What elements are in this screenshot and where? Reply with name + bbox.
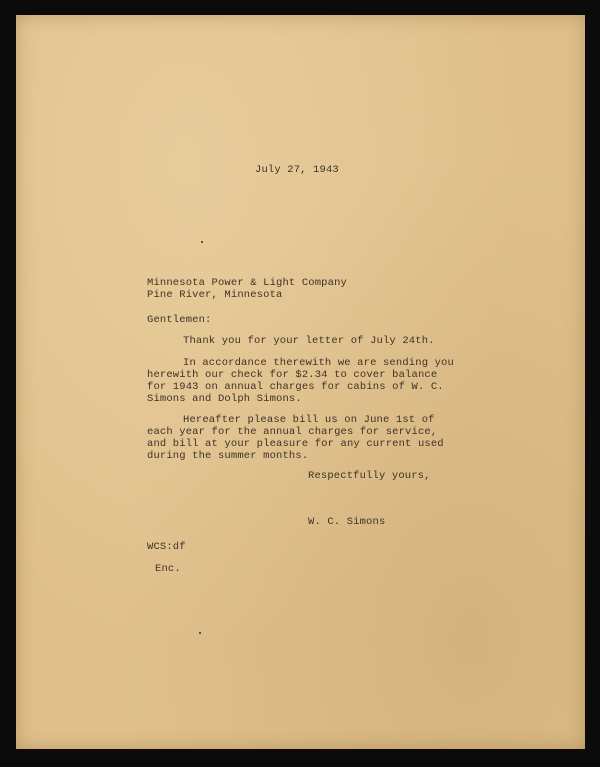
- ink-speck: [199, 632, 201, 634]
- paragraph-3-line-4: during the summer months.: [147, 450, 309, 462]
- paragraph-3-line-1: Hereafter please bill us on June 1st of: [183, 414, 435, 426]
- paragraph-1: Thank you for your letter of July 24th.: [183, 335, 435, 347]
- paragraph-3-line-2: each year for the annual charges for service,: [147, 426, 438, 438]
- paragraph-2-line-4: Simons and Dolph Simons.: [147, 393, 302, 405]
- recipient-line-1: Minnesota Power & Light Company: [147, 277, 347, 289]
- enclosure-note: Enc.: [155, 563, 181, 575]
- paragraph-3-line-3: and bill at your pleasure for any current used: [147, 438, 444, 450]
- closing: Respectfully yours,: [308, 470, 431, 482]
- signature: W. C. Simons: [308, 516, 386, 528]
- paragraph-2-line-2: herewith our check for $2.34 to cover balance: [147, 369, 438, 381]
- ink-speck: [201, 241, 203, 243]
- letter-date: July 27, 1943: [255, 164, 339, 176]
- salutation: Gentlemen:: [147, 314, 212, 326]
- reference-initials: WCS:df: [147, 541, 186, 553]
- paragraph-2-line-3: for 1943 on annual charges for cabins of W. C.: [147, 381, 444, 393]
- letter-page: [16, 15, 585, 749]
- paragraph-2-line-1: In accordance therewith we are sending you: [183, 357, 454, 369]
- recipient-line-2: Pine River, Minnesota: [147, 289, 283, 301]
